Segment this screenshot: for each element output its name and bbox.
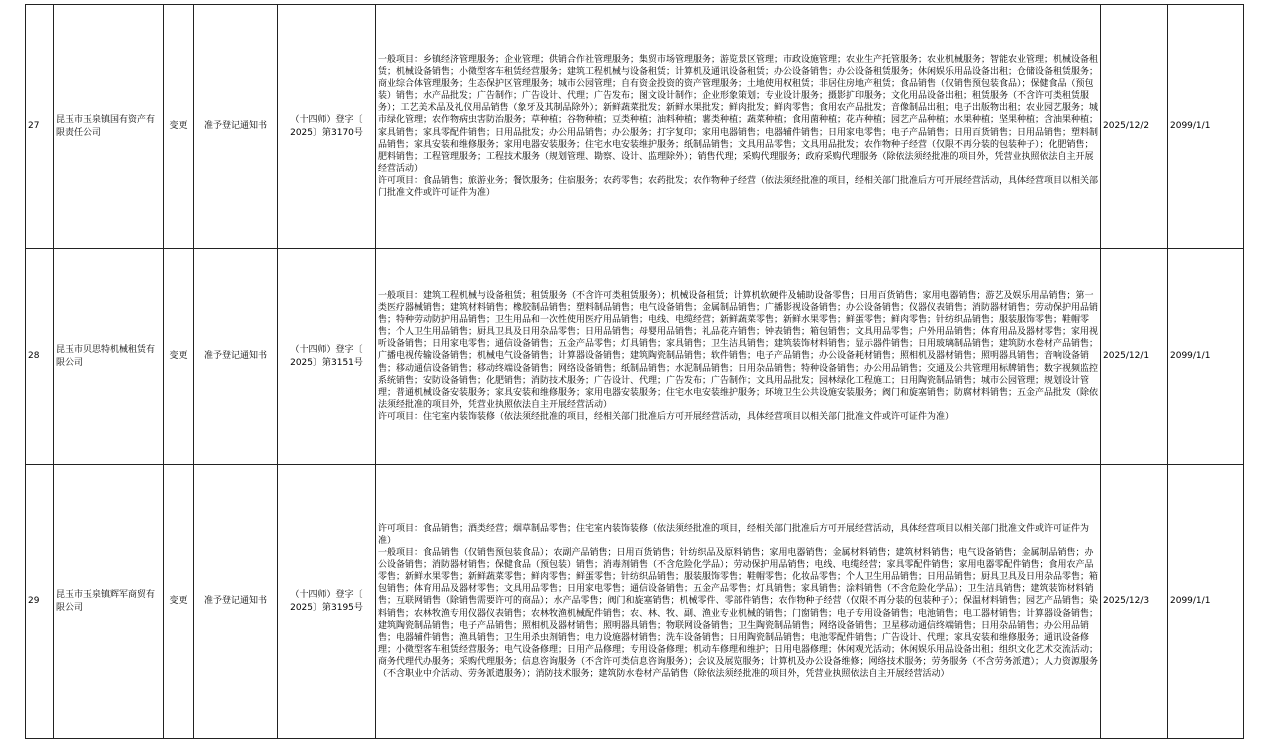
- business-scope: [376, 249, 1101, 465]
- scope-general: 一般项目：乡镇经济管理服务；企业管理；供销合作社管理服务；集贸市场管理服务；游览景区管理；市政设施管理；农业生产托管服务；农业机械服务；智能农业管理；机械设备租赁；机械设备销售；小微型客车租赁经营服务；建筑工程机械与设备租赁；计算机及通讯设备租赁；办公设备销售；办公设备租赁服务；休闲娱乐用品设备出租；仓储设备租赁服务；商业综合体管理服务；生态保护区管理服务；城市公园管理；自有资金投资的资产管理服务；土地使用权租赁；非居住房地产租赁；食品销售（仅销售预包装食品）；保健食品（预包装）销售；水产品批发；广告制作；广告设计、代理；广告发布；图文设计制作；企业形象策划；专业设计服务；摄影扩印服务；文化用品设备出租；租赁服务（不含许可类租赁服务）；工艺美术品及礼仪用品销售（象牙及其制品除外）；新鲜蔬菜批发；新鲜水果批发；鲜肉批发；鲜肉零售；食用农产品批发；音像制品出租；电子出版物出租；农业园艺服务；城市绿化管理；农作物病虫害防治服务；草种植；谷物种植；豆类种植；油料种植；薯类种植；蔬菜种植；食用菌种植；花卉种植；园艺产品种植；水果种植；坚果种植；含油果种植；家具销售；家具零配件销售；日用品批发；办公用品销售；办公服务；打字复印；家用电器销售；电器辅件销售；日用家电零售；电子产品销售；日用百货销售；日用品销售；塑料制品销售；家具安装和维修服务；家用电器安装服务；住宅水电安装维护服务；纸制品销售；文具用品零售；文具用品批发；农作物种子经营（仅限不再分装的包装种子）；化肥销售；肥料销售；工程管理服务；工程技术服务（规划管理、勘察、设计、监理除外）；销售代理；采购代理服务；政府采购代理服务（除依法须经批准的项目外，凭营业执照依法自主开展经营活动）: [378, 54, 1099, 174]
- registration-number-line2: 2025〕第3151号: [290, 357, 363, 368]
- registration-number-line2: 2025〕第3195号: [290, 602, 363, 613]
- valid-until-date: 2099/1/1: [1168, 5, 1244, 249]
- scope-general: 一般项目：建筑工程机械与设备租赁；租赁服务（不含许可类租赁服务）；机械设备租赁；计算机软硬件及辅助设备零售；日用百货销售；家用电器销售；游艺及娱乐用品销售；第一类医疗器械销售；建筑材料销售；橡胶制品销售；塑料制品销售；电气设备销售；金属制品销售；广播影视设备销售；办公设备销售；仪器仪表销售；消防器材销售；劳动保护用品销售；特种劳动防护用品销售；卫生用品和一次性使用医疗用品销售；电线、电缆经营；新鲜蔬菜零售；新鲜水果零售；鲜蛋零售；鲜肉零售；针纺织品销售；服装服饰零售；鞋帽零售；个人卫生用品销售；厨具卫具及日用杂品零售；日用品销售；母婴用品销售；礼品花卉销售；钟表销售；箱包销售；文具用品零售；户外用品销售；体育用品及器材零售；家用视听设备销售；日用家电零售；通信设备销售；五金产品零售；灯具销售；家具销售；卫生洁具销售；建筑装饰材料销售；显示器件销售；日用玻璃制品销售；建筑防水卷材产品销售；广播电视传输设备销售；机械电气设备销售；计算器设备销售；建筑陶瓷制品销售；软件销售；电子产品销售；办公设备耗材销售；照相机及器材销售；照明器具销售；音响设备销售；移动通信设备销售；移动终端设备销售；网络设备销售；纸制品销售；水泥制品销售；日用杂品销售；特种设备销售；办公用品销售；交通及公共管理用标牌销售；数字视频监控系统销售；安防设备销售；化肥销售；消防技术服务；广告设计、代理；广告发布；广告制作；文具用品批发；园林绿化工程施工；日用陶瓷制品销售；城市公园管理；规划设计管理；普通机械设备安装服务；家具安装和维修服务；家用电器安装服务；住宅水电安装维护服务；环境卫生公共设施安装服务；阀门和旋塞销售；防腐材料销售；五金产品批发（除依法须经批准的项目外，凭营业执照依法自主开展经营活动）: [378, 290, 1099, 410]
- registration-number: [278, 249, 376, 465]
- issue-date: 2025/12/3: [1101, 465, 1168, 739]
- change-type: 变更: [164, 249, 194, 465]
- registration-number: [278, 5, 376, 249]
- document-type: 准予登记通知书: [194, 465, 278, 739]
- business-scope: [376, 5, 1101, 249]
- registration-table: [25, 4, 1244, 739]
- table-row: [26, 249, 1244, 465]
- table-row: [26, 5, 1244, 249]
- scope-permit: 许可项目：住宅室内装饰装修（依法须经批准的项目，经相关部门批准后方可开展经营活动，具体经营项目以相关部门批准文件或许可证件为准）: [378, 411, 955, 422]
- row-number: 27: [26, 5, 54, 249]
- change-type: 变更: [164, 465, 194, 739]
- company-name: 昆玉市玉泉镇辉军商贸有限公司: [54, 465, 164, 739]
- row-number: 29: [26, 465, 54, 739]
- scope-permit: 许可项目：食品销售；酒类经营；烟草制品零售；住宅室内装饰装修（依法须经批准的项目，经相关部门批准后方可开展经营活动，具体经营项目以相关部门批准文件或许可证件为准）: [378, 523, 1090, 546]
- document-type: 准予登记通知书: [194, 249, 278, 465]
- registration-number-line1: （十四师）登字〔: [290, 115, 363, 126]
- scope-general: 一般项目：食品销售（仅销售预包装食品）；农副产品销售；日用百货销售；针纺织品及原料销售；家用电器销售；金属材料销售；建筑材料销售；电气设备销售；金属制品销售；办公设备销售；消防器材销售；保健食品（预包装）销售；消毒剂销售（不含危险化学品）；劳动保护用品销售；电线、电缆经营；家具零配件销售；家用电器零配件销售；食用农产品零售；新鲜水果零售；新鲜蔬菜零售；鲜肉零售；鲜蛋零售；针纺织品销售；服装服饰零售；鞋帽零售；化妆品零售；个人卫生用品销售；日用品销售；厨具卫具及日用杂品零售；箱包销售；体育用品及器材零售；文具用品零售；日用家电零售；通信设备销售；五金产品零售；灯具销售；家具销售；涂料销售（不含危险化学品）；卫生洁具销售；建筑装饰材料销售；互联网销售（除销售需要许可的商品）；水产品零售；阀门和旋塞销售；机械零件、零部件销售；农作物种子经营（仅限不再分装的包装种子）；保温材料销售；园艺产品销售；染料销售；农林牧渔专用仪器仪表销售；农林牧渔机械配件销售；农、林、牧、副、渔业专业机械的销售；门窗销售；电子专用设备销售；电池销售；电工器材销售；计算器设备销售；建筑陶瓷制品销售；电子产品销售；照相机及器材销售；照明器具销售；物联网设备销售；卫生陶瓷制品销售；网络设备销售；卫星移动通信终端销售；日用杂品销售；办公用品销售；电器辅件销售；渔具销售；卫生用杀虫剂销售；电力设施器材销售；洗车设备销售；日用陶瓷制品销售；电池零配件销售；广告设计、代理；家具安装和维修服务；通讯设备修理；小微型客车租赁经营服务；电气设备修理；日用产品修理；专用设备修理；机动车修理和维护；日用电器修理；休闲观光活动；休闲娱乐用品设备出租；组织文化艺术交流活动；商务代理代办服务；采购代理服务；信息咨询服务（不含许可类信息咨询服务）；会议及展览服务；计算机及办公设备维修；网络技术服务；劳务服务（不含劳务派遣）；人力资源服务（不含职业中介活动、劳务派遣服务）；消防技术服务；建筑防水卷材产品销售（除依法须经批准的项目外，凭营业执照依法自主开展经营活动）: [378, 548, 1099, 680]
- registration-number: [278, 465, 376, 739]
- registration-number-line1: （十四师）登字〔: [290, 590, 363, 601]
- company-name: 昆玉市玉泉镇国有资产有限责任公司: [54, 5, 164, 249]
- issue-date: 2025/12/1: [1101, 249, 1168, 465]
- issue-date: 2025/12/2: [1101, 5, 1168, 249]
- table-row: [26, 465, 1244, 739]
- registration-number-line2: 2025〕第3170号: [290, 127, 363, 138]
- valid-until-date: 2099/1/1: [1168, 465, 1244, 739]
- business-scope: [376, 465, 1101, 739]
- registration-number-line1: （十四师）登字〔: [290, 345, 363, 356]
- row-number: 28: [26, 249, 54, 465]
- company-name: 昆玉市贝思特机械租赁有限公司: [54, 249, 164, 465]
- scope-permit: 许可项目：食品销售；旅游业务；餐饮服务；住宿服务；农药零售；农药批发；农作物种子经营（依法须经批准的项目，经相关部门批准后方可开展经营活动，具体经营项目以相关部门批准文件或许可证件为准）: [378, 175, 1099, 198]
- document-type: 准予登记通知书: [194, 5, 278, 249]
- valid-until-date: 2099/1/1: [1168, 249, 1244, 465]
- change-type: 变更: [164, 5, 194, 249]
